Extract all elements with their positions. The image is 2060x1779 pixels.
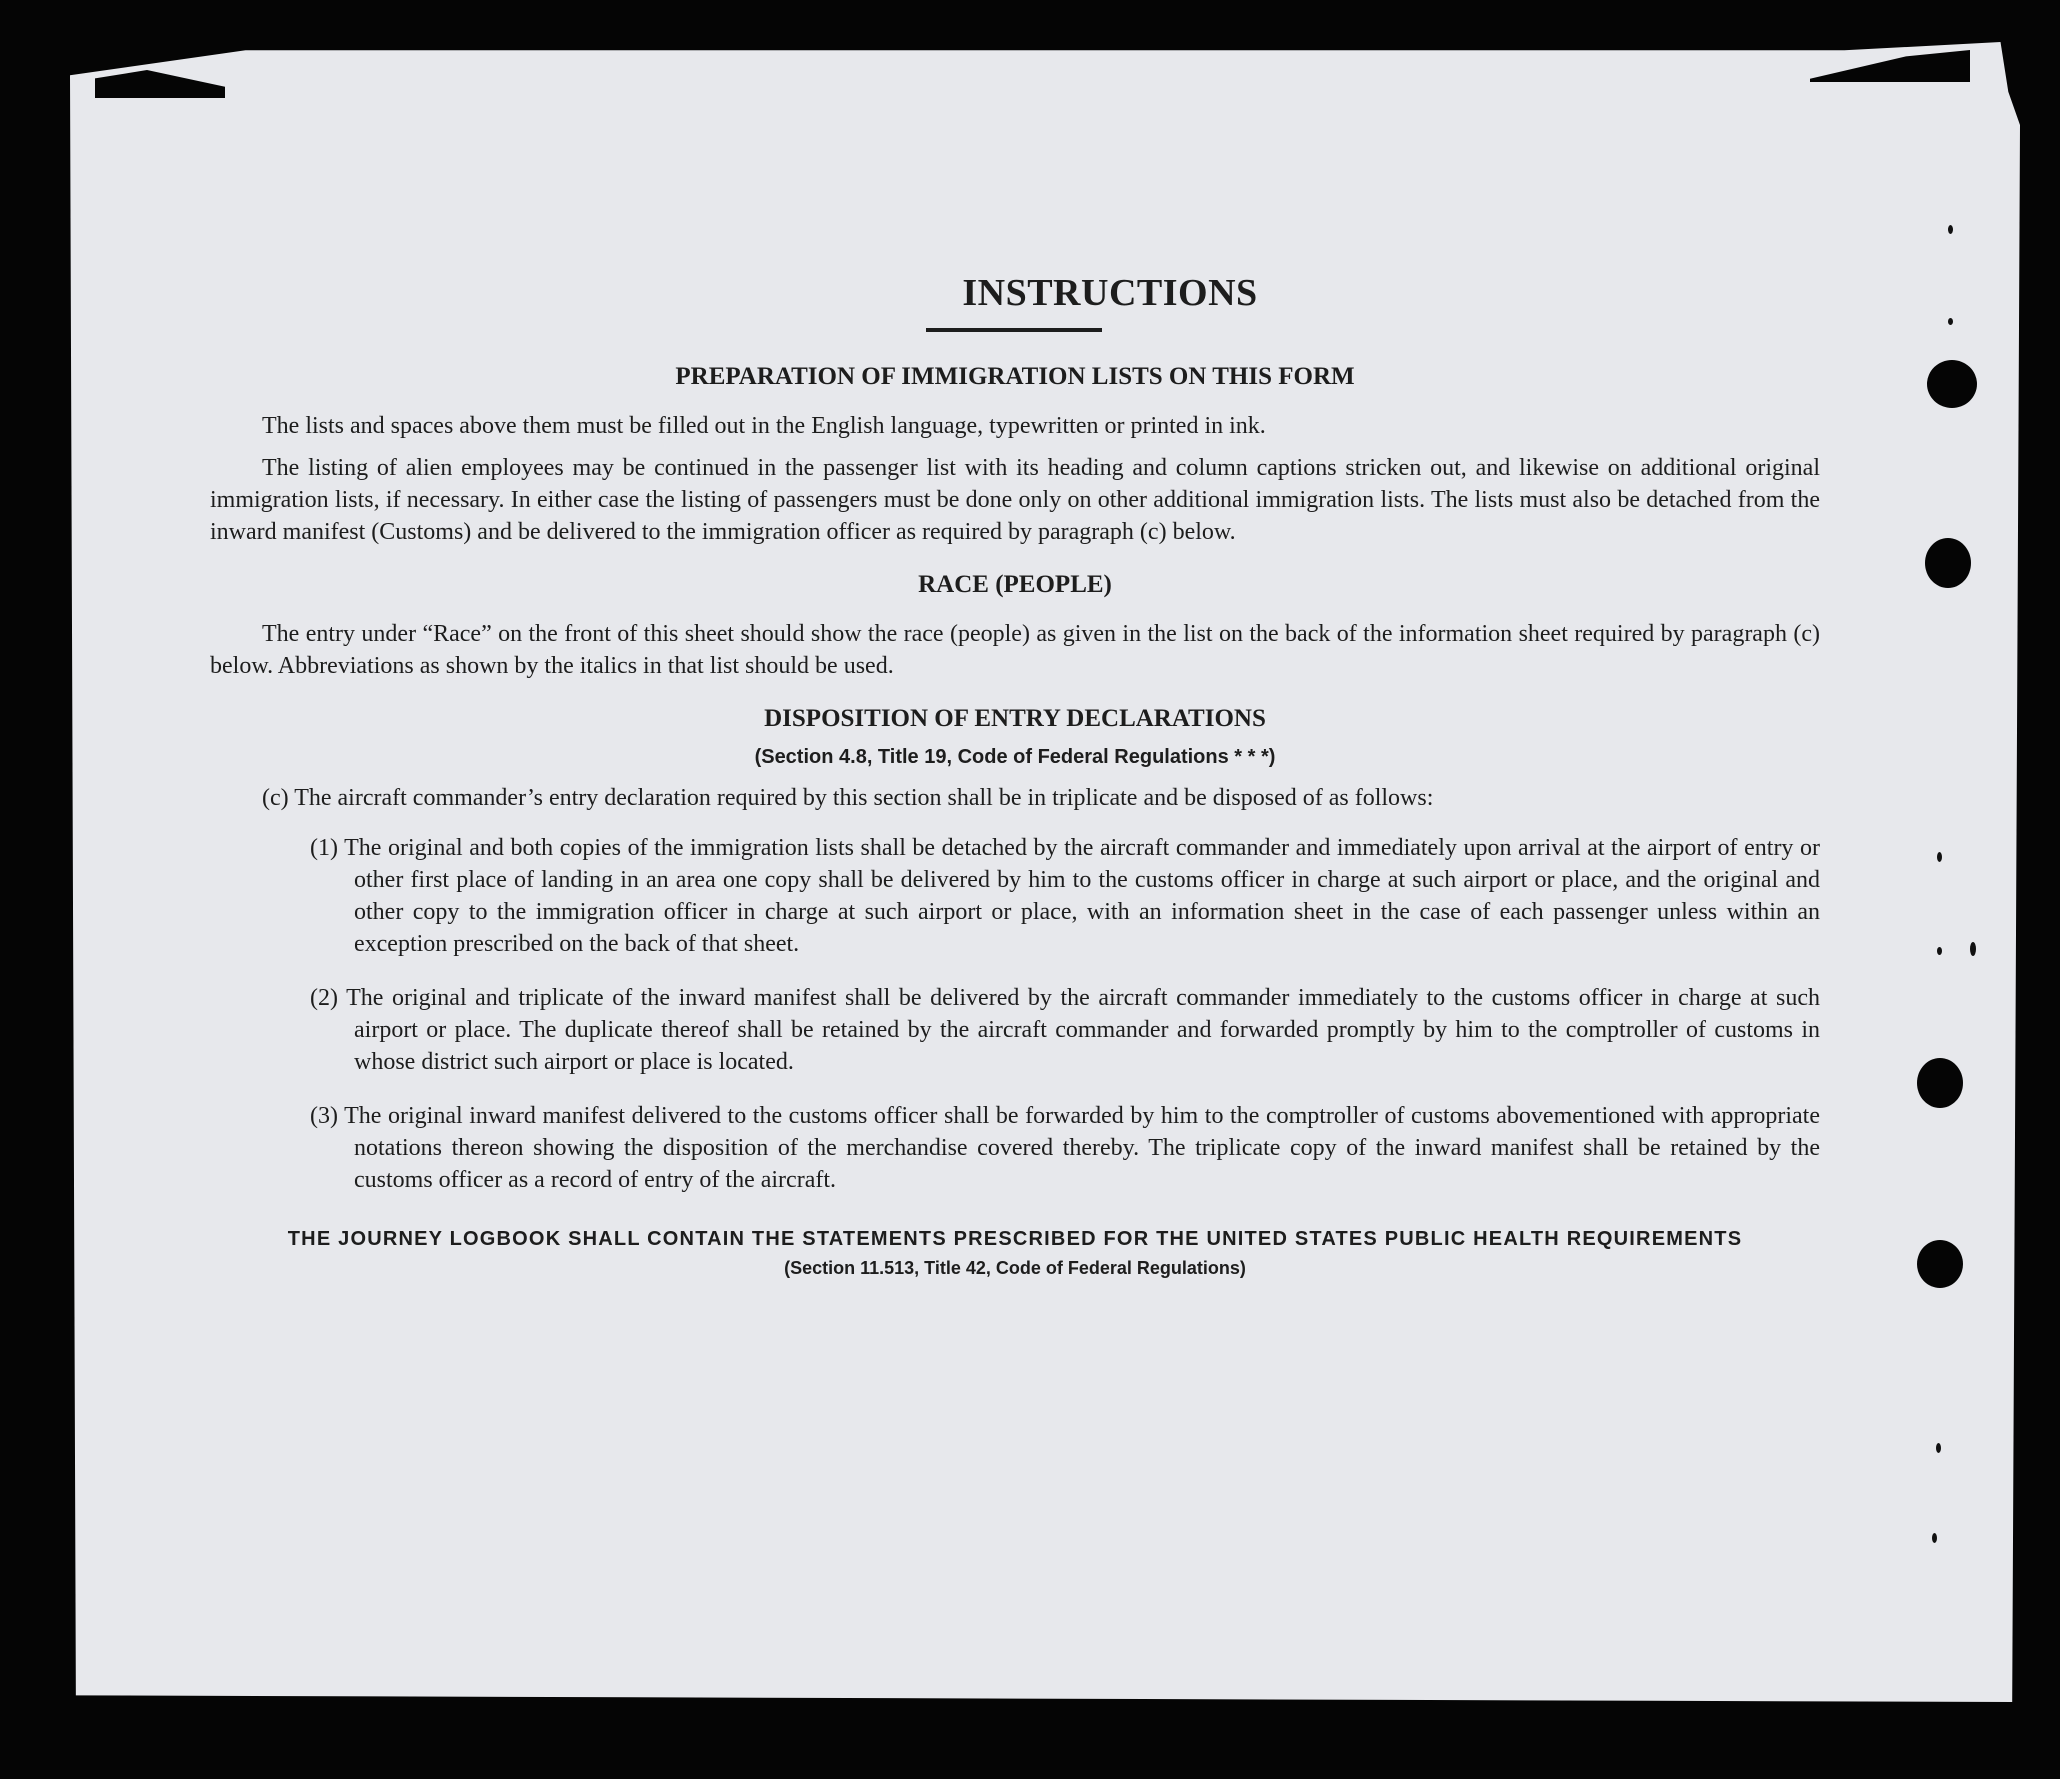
paragraph-race: The entry under “Race” on the front of this sheet should show the race (people) as given in the list on the back of the information sheet required by paragraph (c) below. Abbreviations as shown by the italics in that list should be used.	[210, 621, 1820, 679]
list-item: (3) The original inward manifest delivered to the customs officer shall be forwarded by him to the comptroller of customs abovementioned with appropriate notations thereon showing the disposition of the merchandise covered thereby. The triplicate copy of the inward manifest shall be retained by the customs officer as a record of entry of the aircraft.	[310, 1103, 1820, 1193]
section-heading-disposition: DISPOSITION OF ENTRY DECLARATIONS	[764, 705, 1266, 732]
margin-speck	[1932, 1533, 1937, 1543]
paragraph-alien-employees: The listing of alien employees may be continued in the passenger list with its heading and column captions stricken out, and likewise on additional original immigration lists, if necessary. In either case the listing of passengers must be done only on other additional immigration lists. The lists must also be detached from the inward manifest (Customs) and be delivered to the immigration officer as required by paragraph (c) below.	[210, 455, 1820, 545]
margin-speck	[1937, 947, 1942, 955]
punch-hole	[1925, 538, 1971, 588]
margin-speck	[1948, 318, 1953, 325]
margin-speck	[1970, 942, 1976, 956]
margin-speck	[1936, 1443, 1941, 1453]
punch-hole	[1917, 1240, 1963, 1288]
list-item: (1) The original and both copies of the immigration lists shall be detached by the aircraft commander and immediately upon arrival at the airport of entry or other first place of landing in an area one copy shall be delivered by him to the customs officer in charge at such airport or place, and the original and other copy to the immigration officer in charge at such airport or place, with an information sheet in the case of each passenger unless within an exception prescribed on the back of that sheet.	[310, 835, 1820, 957]
clause-c: (c) The aircraft commander’s entry declaration required by this section shall be in triplicate and be disposed of as follows:	[262, 785, 1434, 811]
section-citation: (Section 4.8, Title 19, Code of Federal Regulations * * *)	[754, 746, 1276, 768]
footer-statement: THE JOURNEY LOGBOOK SHALL CONTAIN THE STATEMENTS PRESCRIBED FOR THE UNITED STATES PUBLIC HEALTH REQUIREMENTS	[287, 1228, 1743, 1250]
paragraph-language: The lists and spaces above them must be filled out in the English language, typewritten or printed in ink.	[262, 413, 1266, 439]
instructions-page	[210, 270, 1820, 1450]
title-underline	[926, 328, 1102, 332]
section-heading-race: RACE (PEOPLE)	[918, 571, 1112, 598]
punch-hole	[1917, 1058, 1963, 1108]
margin-speck	[1937, 852, 1942, 862]
footer-citation: (Section 11.513, Title 42, Code of Federal Regulations)	[784, 1258, 1246, 1278]
footer-note	[210, 1224, 1820, 1282]
margin-speck	[1948, 225, 1953, 234]
page-title: INSTRUCTIONS	[962, 272, 1258, 314]
punch-hole	[1927, 360, 1977, 408]
list-item: (2) The original and triplicate of the inward manifest shall be delivered by the aircraft commander immediately to the customs officer in charge at such airport or place. The duplicate thereof shall be retained by the aircraft commander and forwarded promptly by him to the comptroller of customs in whose district such airport or place is located.	[310, 985, 1820, 1075]
section-heading-preparation: PREPARATION OF IMMIGRATION LISTS ON THIS FORM	[675, 363, 1355, 390]
